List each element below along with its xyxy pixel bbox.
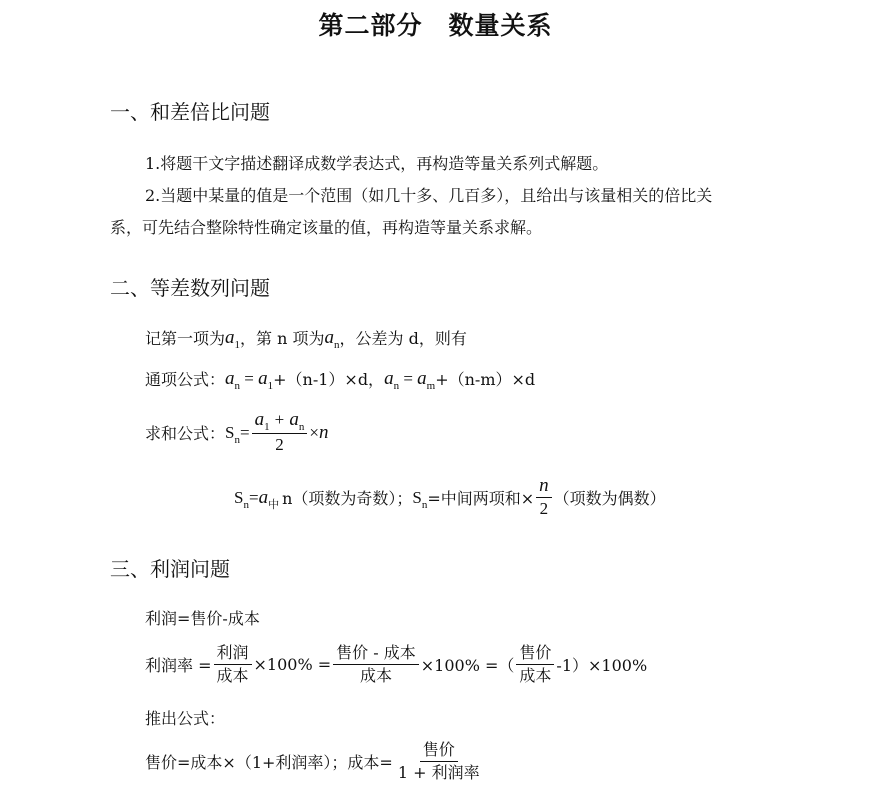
profit-rate-formula: 利润率 = $\frac{\text{利润}}{\text{成本}}$ ×100% = $\frac{\text{售价 - 成本}}{\text{成本}}$ ×100% =（ $\frac{\text{售价}}{\text{成本}}$ -1）×100% [145,643,648,685]
section-heading-3: 三、利润问题 [110,557,230,581]
arithmetic-intro: 记第一项为 $a_1$ ，第 n 项为 $a_n$ ，公差为 d，则有 [145,326,467,351]
n-over-2-fraction: $\frac{n}{2}$ [536,476,552,519]
price-cost-formula: 售价=成本×（1+利润率）；成本= $\frac{\text{售价}}{\text{1 + 利润率}}$ [145,740,480,782]
sum-formula: 求和公式： $S_n$ = $\frac{a_1 + a_n}{2}$ × n [145,409,329,454]
section-heading-2: 二、等差数列问题 [110,276,270,300]
profit-definition: 利润=售价-成本 [145,609,260,628]
paragraph-2-line-1: 2.当题中某量的值是一个范围（如几十多、几百多），且给出与该量相关的倍比关 [145,186,713,205]
paragraph-2-line-2: 系，可先结合整除特性确定该量的值，再构造等量关系求解。 [110,218,543,237]
paragraph-1: 1.将题干文字描述翻译成数学表达式，再构造等量关系列式解题。 [145,154,609,173]
derive-label: 推出公式： [145,709,226,728]
sum-fraction: $\frac{a_1 + a_n}{2}$ [252,410,308,455]
term-an: $a_n$ [324,326,340,351]
sum-formula-cases: $S_n$ = $a_中$ n（项数为奇数）； $S_n$ =中间两项和× $\frac{n}{2}$ （项数为偶数） [234,475,666,518]
section-heading-1: 一、和差倍比问题 [110,100,270,124]
general-term-formula: 通项公式： $a_n$ = $a_1$ +（n-1）×d， $a_n$ = $a_m$ +（n-m）×d [145,367,536,392]
page-title: 第二部分 数量关系 [318,11,553,40]
term-a1: $a_1$ [225,326,241,351]
